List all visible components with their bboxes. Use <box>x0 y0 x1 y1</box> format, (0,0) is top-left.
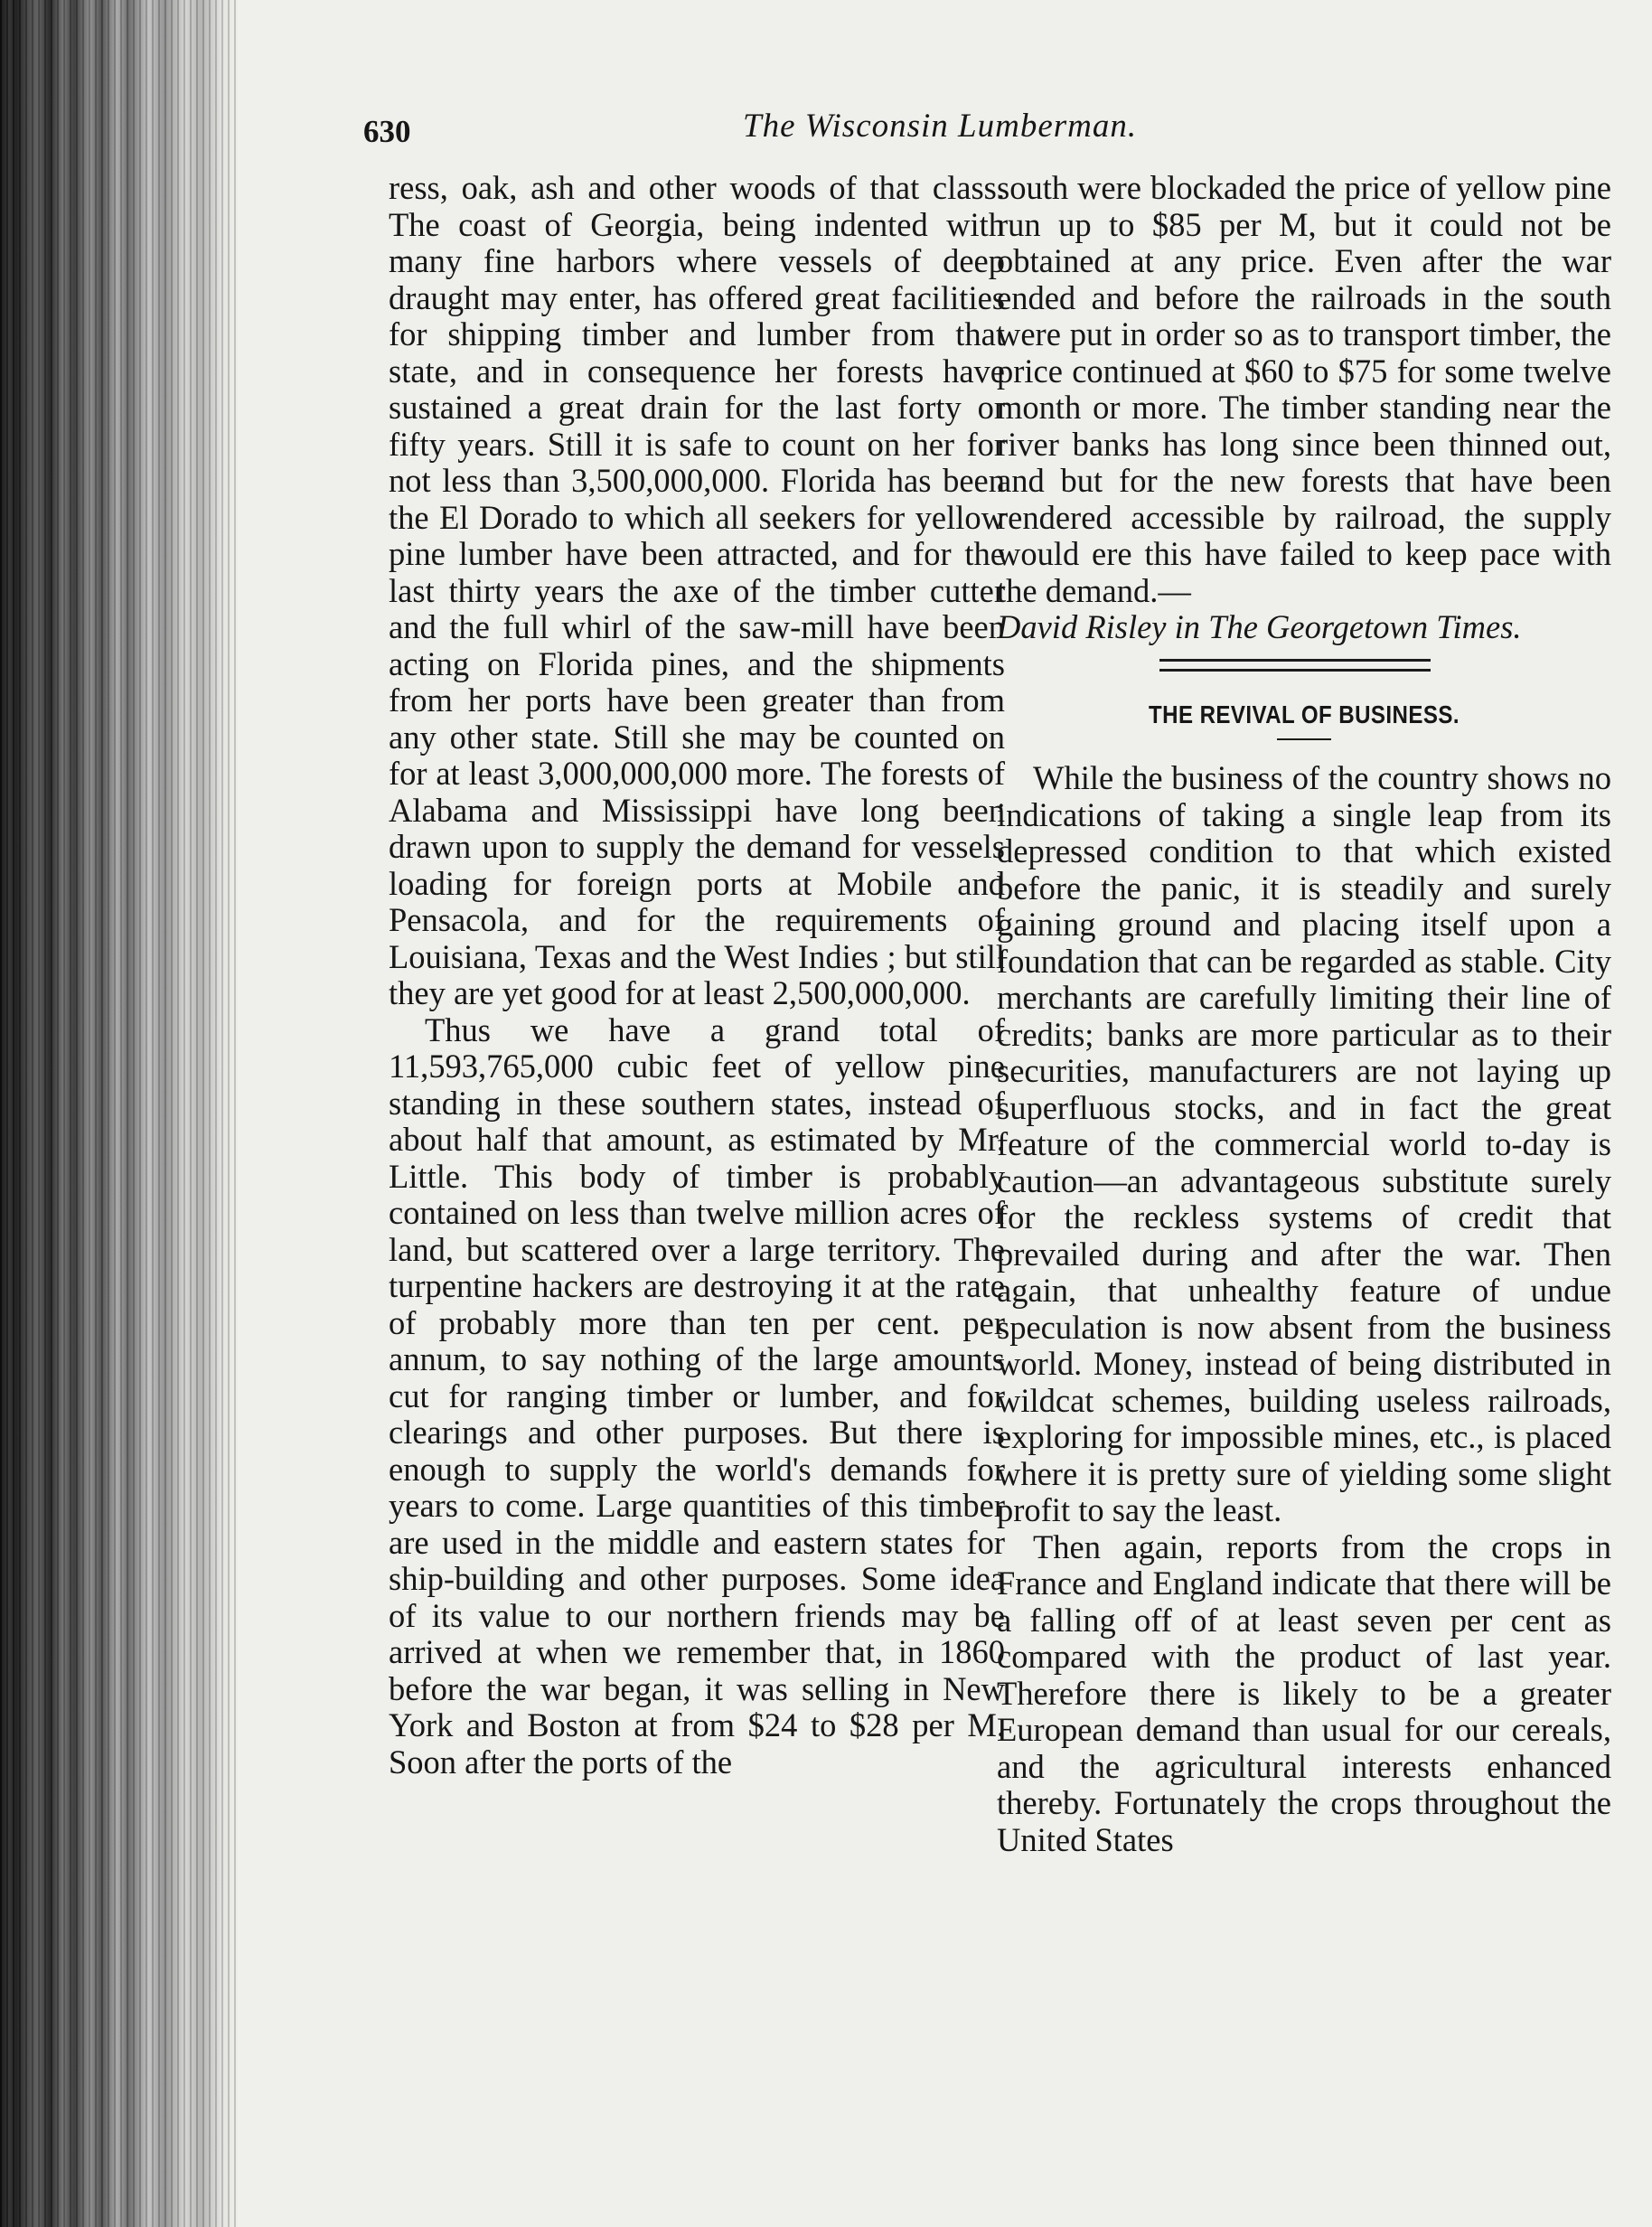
paragraph: Thus we have a grand total of 11,593,765,000 cubic feet of yellow pine standing in these southern states, instead of about half that amount, as estimated by Mr. Little. This body of timber is probably contained on less than twelve million acres of land, but scattered over a large territory. The turpentine hackers are destroying it at the rate of probably more than ten per cent. per annum, to say nothing of the large amounts cut for ranging timber or lumber, and for clearings and other purposes. But there is enough to supply the world's demands for years to come. Large quantities of this timber are used in the middle and eastern states for ship-building and other purposes. Some idea of its value to our northern friends may be arrived at when we remember that, in 1860 before the war began, it was selling in New York and Boston at from $24 to $28 per M. Soon after the ports of the <box>389 1010 1005 1781</box>
continued-paragraph: south were blockaded the price of yellow pine run up to $85 per M, but it could not be obtained at any price. Even after the war ended and before the railroads in the south were put in order so as to transport timber, the price continued at $60 to $75 for some twelve month or more. The timber standing near the river banks has long since been thinned out, and but for the new forests that have been rendered accessible by railroad, the supply would ere this have failed to keep pace with the demand.— <box>997 169 1611 609</box>
paragraph: ress, oak, ash and other woods of that class. The coast of Georgia, being indented with many fine harbors where vessels of deep draught may enter, has offered great facilities for shipping timber and lumber from that state, and in consequence her forests have sustained a great drain for the last forty or fifty years. Still it is safe to count on her for not less than 3,500,000,000. Florida has been the El Dorado to which all seekers for yellow pine lumber have been attracted, and for the last thirty years the axe of the timber cutter and the full whirl of the saw-mill have been acting on Florida pines, and the shipments from her ports have been greater than from any other state. Still she may be counted on for at least 3,000,000,000 more. The forests of Alabama and Mississippi have long been drawn upon to supply the demand for vessels loading for foreign ports at Mobile and Pensacola, and for the requirements of Louisiana, Texas and the West Indies ; but still they are yet good for at least 2,500,000,000. <box>389 169 1005 1011</box>
section-title: THE REVIVAL OF BUSINESS. <box>1149 700 1460 728</box>
title-underline <box>1277 738 1331 740</box>
section-divider <box>1159 659 1431 672</box>
paragraph: Then again, reports from the crops in France and England indicate that there will be a falling off of at least seven per cent as compared with the product of last year. Therefore there is likely to be a greater European demand than usual for our cereals, and the agricultural interests enhanced thereby. Fortunately the crops throughout the United States <box>997 1527 1611 1858</box>
byline: David Risley in The Georgetown Times. <box>997 608 1522 645</box>
left-column <box>389 170 1005 1781</box>
running-title: The Wisconsin Lumberman. <box>743 108 1138 145</box>
page-number: 630 <box>363 114 411 149</box>
page-header <box>354 101 1619 164</box>
book-page-edge <box>0 0 239 2227</box>
right-column <box>997 170 1611 1858</box>
paragraph: While the business of the country shows no indications of taking a single leap from its depressed condition to that which existed before the panic, it is steadily and surely gaining ground and placing itself upon a foundation that can be regarded as stable. City merchants are carefully limiting their line of credits; banks are more particular as to their securities, manufacturers are not laying up superfluous stocks, and in fact the great feature of the commercial world to-day is caution—an advantageous substitute surely for the reckless systems of credit that prevailed during and after the war. Then again, that unhealthy feature of undue speculation is now absent from the business world. Money, instead of being distributed in wildcat schemes, building useless railroads, exploring for impossible mines, etc., is placed where it is pretty sure of yielding some slight profit to say the least. <box>997 759 1611 1528</box>
